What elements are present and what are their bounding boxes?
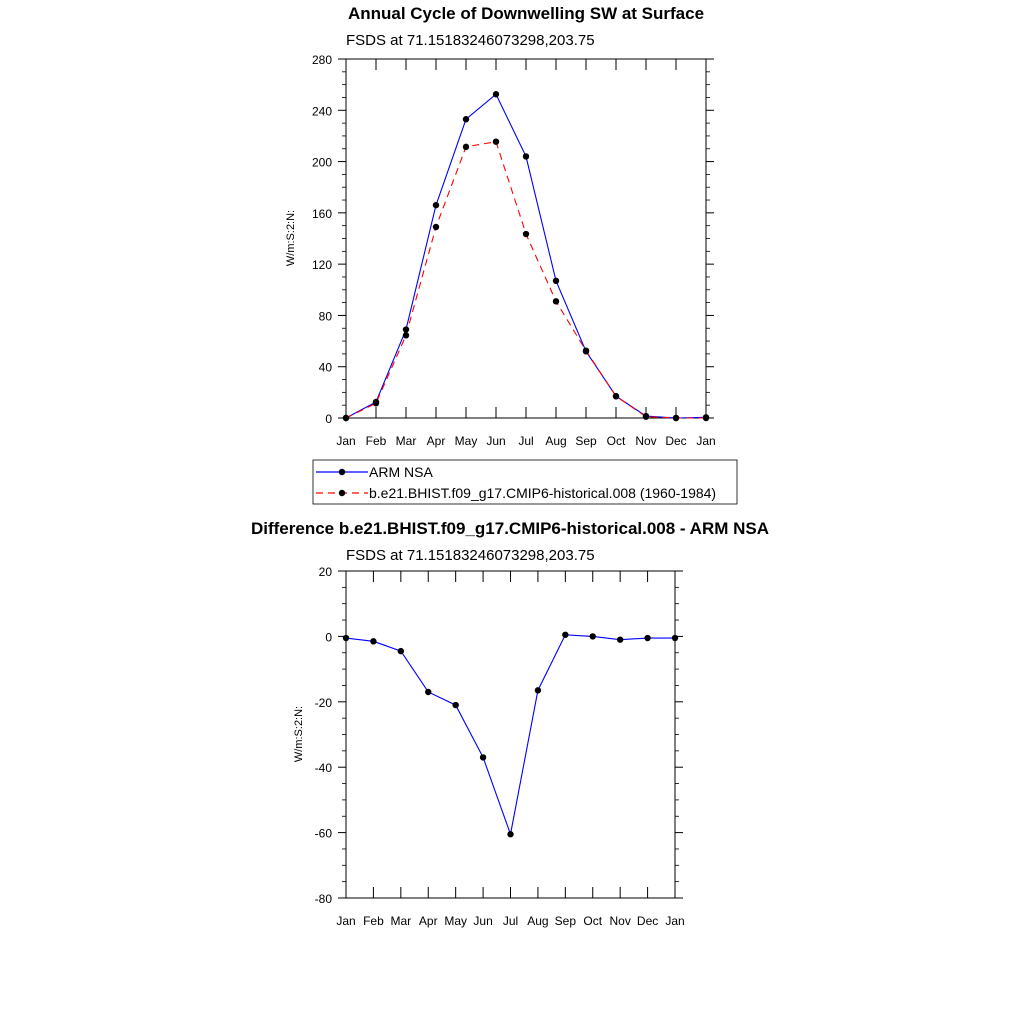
- chart2-series-0-point: [480, 754, 486, 760]
- chart1-frame: [346, 59, 706, 418]
- chart1-series-0-point: [553, 278, 559, 284]
- chart1-xtick-label: Jan: [696, 434, 716, 448]
- chart1-series-1-line: [346, 142, 706, 418]
- chart1-series-1-point: [463, 144, 469, 150]
- chart2-series-0-point: [370, 638, 376, 644]
- chart1-series-1-point: [433, 224, 439, 230]
- chart1-ytick-label: 200: [311, 155, 332, 170]
- chart2-xtick-label: Jul: [502, 914, 519, 928]
- chart1-series-0-line: [346, 94, 706, 418]
- chart2-xtick-label: Apr: [418, 914, 438, 928]
- chart2-xtick-label: Feb: [363, 914, 384, 928]
- chart2-plot-area: [315, 565, 685, 928]
- chart1-ytick-label: 120: [311, 258, 332, 273]
- chart1-ytick-label: 80: [318, 309, 332, 324]
- chart2-series-0-point: [617, 636, 623, 642]
- chart2-series-0-point: [562, 632, 568, 638]
- chart2-series-0-point: [343, 635, 349, 641]
- chart2-frame: [346, 571, 675, 898]
- chart1-ytick-label: 240: [311, 104, 332, 119]
- legend-marker-arm: [339, 469, 345, 475]
- chart2-xtick-label: Mar: [390, 914, 412, 928]
- chart1-series-1-point: [553, 298, 559, 304]
- chart1-series-1-point: [493, 138, 499, 144]
- chart2-ytick-label: -80: [314, 892, 332, 906]
- chart2-xtick-label: May: [444, 914, 468, 928]
- chart1-series-1-point: [673, 415, 679, 421]
- chart1-xtick-label: Mar: [395, 434, 417, 448]
- chart1-ytick-label: 280: [311, 53, 332, 67]
- chart2-ytick-label: 20: [318, 565, 332, 579]
- chart1-xtick-label: May: [454, 434, 478, 448]
- chart2-ytick-label: 0: [325, 630, 332, 645]
- chart2-series-0-point: [398, 648, 404, 654]
- chart1-xtick-label: Apr: [426, 434, 446, 448]
- chart2-ytick-label: -20: [314, 695, 332, 710]
- chart2-xtick-label: Nov: [609, 914, 631, 928]
- chart1-xtick-label: Feb: [365, 434, 387, 448]
- chart2-xtick-label: Dec: [636, 914, 659, 928]
- chart1-series-1-point: [703, 415, 709, 421]
- chart1-series-0-point: [433, 202, 439, 208]
- chart1-series-1-point: [523, 231, 529, 237]
- chart2-series-0-point: [425, 689, 431, 695]
- chart1-series-1-point: [583, 347, 589, 353]
- chart2-series-0-point: [535, 687, 541, 693]
- chart2-subtitle: FSDS at 71.15183246073298,203.75: [346, 547, 595, 564]
- chart1-series-0-point: [523, 153, 529, 159]
- chart1-series-0-point: [493, 91, 499, 97]
- chart2-xtick-label: Oct: [583, 914, 603, 928]
- chart1-series-1-point: [403, 332, 409, 338]
- chart1-xtick-label: Sep: [575, 434, 597, 448]
- chart2-series-0-point: [590, 633, 596, 639]
- chart2-ytick-label: -40: [314, 761, 332, 776]
- chart1-ytick-label: 0: [325, 412, 332, 426]
- chart1-xtick-label: Jan: [336, 434, 356, 448]
- chart1-series-1-point: [613, 393, 619, 399]
- chart2-ytick-label: -60: [314, 826, 332, 841]
- chart2-series-0-point: [672, 635, 678, 641]
- chart1-xtick-label: Jun: [486, 434, 506, 448]
- chart1-series-1-point: [343, 415, 349, 421]
- chart1-series-0-point: [463, 116, 469, 122]
- chart1-xtick-label: Aug: [545, 434, 567, 448]
- chart1-xtick-label: Jul: [518, 434, 534, 448]
- legend-marker-model: [339, 490, 345, 496]
- chart1-ylabel: W/m:S:2:N:: [285, 209, 297, 267]
- chart2-xtick-label: Jun: [473, 914, 493, 928]
- chart2-series-0-line: [346, 635, 675, 834]
- chart1-series-1-point: [373, 400, 379, 406]
- chart1-ytick-label: 160: [311, 206, 332, 221]
- chart1-xtick-label: Oct: [606, 434, 626, 448]
- chart2-series-0-point: [644, 635, 650, 641]
- chart1-legend: [313, 460, 737, 504]
- chart1-plot-area: [312, 53, 716, 448]
- chart1-subtitle: FSDS at 71.15183246073298,203.75: [346, 32, 595, 49]
- chart1-series-1-point: [643, 414, 649, 420]
- chart2-ylabel: W/m:S:2:N:: [293, 705, 305, 763]
- chart1-ytick-label: 40: [318, 360, 332, 375]
- chart1-xtick-label: Nov: [635, 434, 657, 448]
- chart1-xtick-label: Dec: [665, 434, 687, 448]
- chart1-title: Annual Cycle of Downwelling SW at Surface: [347, 4, 705, 23]
- chart2-xtick-label: Jan: [336, 914, 356, 928]
- chart2-xtick-label: Aug: [527, 914, 549, 928]
- chart2-series-0-point: [452, 702, 458, 708]
- legend-label-arm: ARM NSA: [369, 464, 433, 480]
- chart2-title: Difference b.e21.BHIST.f09_g17.CMIP6-historical.008 - ARM NSA: [250, 519, 770, 538]
- chart2-xtick-label: Sep: [554, 914, 577, 928]
- chart2-xtick-label: Jan: [665, 914, 685, 928]
- chart2-series-0-point: [507, 831, 513, 837]
- chart1-series-0-point: [403, 326, 409, 332]
- legend-label-model: b.e21.BHIST.f09_g17.CMIP6-historical.008 (1960-1984): [369, 485, 717, 501]
